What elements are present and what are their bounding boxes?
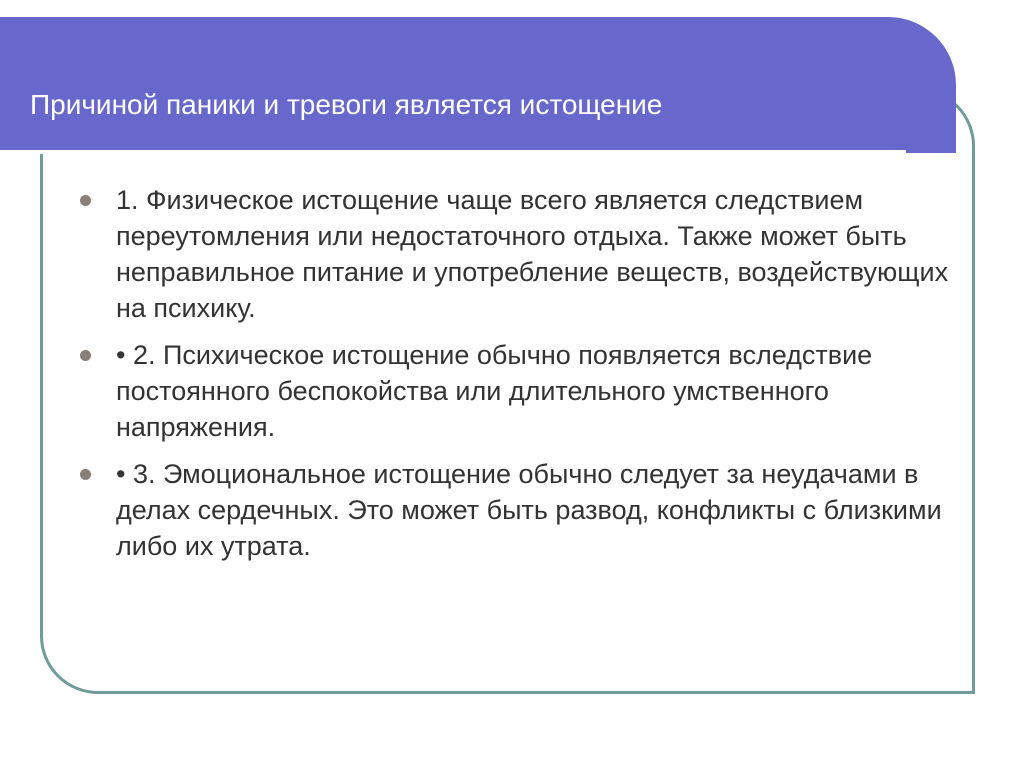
bullet-text: 1. Физическое истощение чаще всего является следствием переутомления или недостаточного отдыха. Также может быть неправильное питание и употребление веществ, воздействующих на психику. (116, 185, 949, 323)
bullet-dot-icon (80, 195, 91, 206)
title-underline (0, 150, 906, 154)
bullet-dot-icon (80, 350, 91, 361)
slide-title: Причиной паники и тревоги является истощение (30, 89, 663, 120)
bullet-item (78, 182, 958, 326)
title-band (0, 17, 956, 153)
bullet-dot-icon (80, 469, 91, 480)
bullet-item (78, 456, 958, 564)
bullet-text: • 3. Эмоциональное истощение обычно следует за неудачами в делах сердечных. Это может быть развод, конфликты с близкими либо их утрата. (116, 459, 942, 561)
bullet-list (78, 182, 958, 575)
bullet-item (78, 337, 958, 445)
bullet-text: • 2. Психическое истощение обычно появляется вследствие постоянного беспокойства или длительного умственного напряжения. (116, 340, 873, 442)
